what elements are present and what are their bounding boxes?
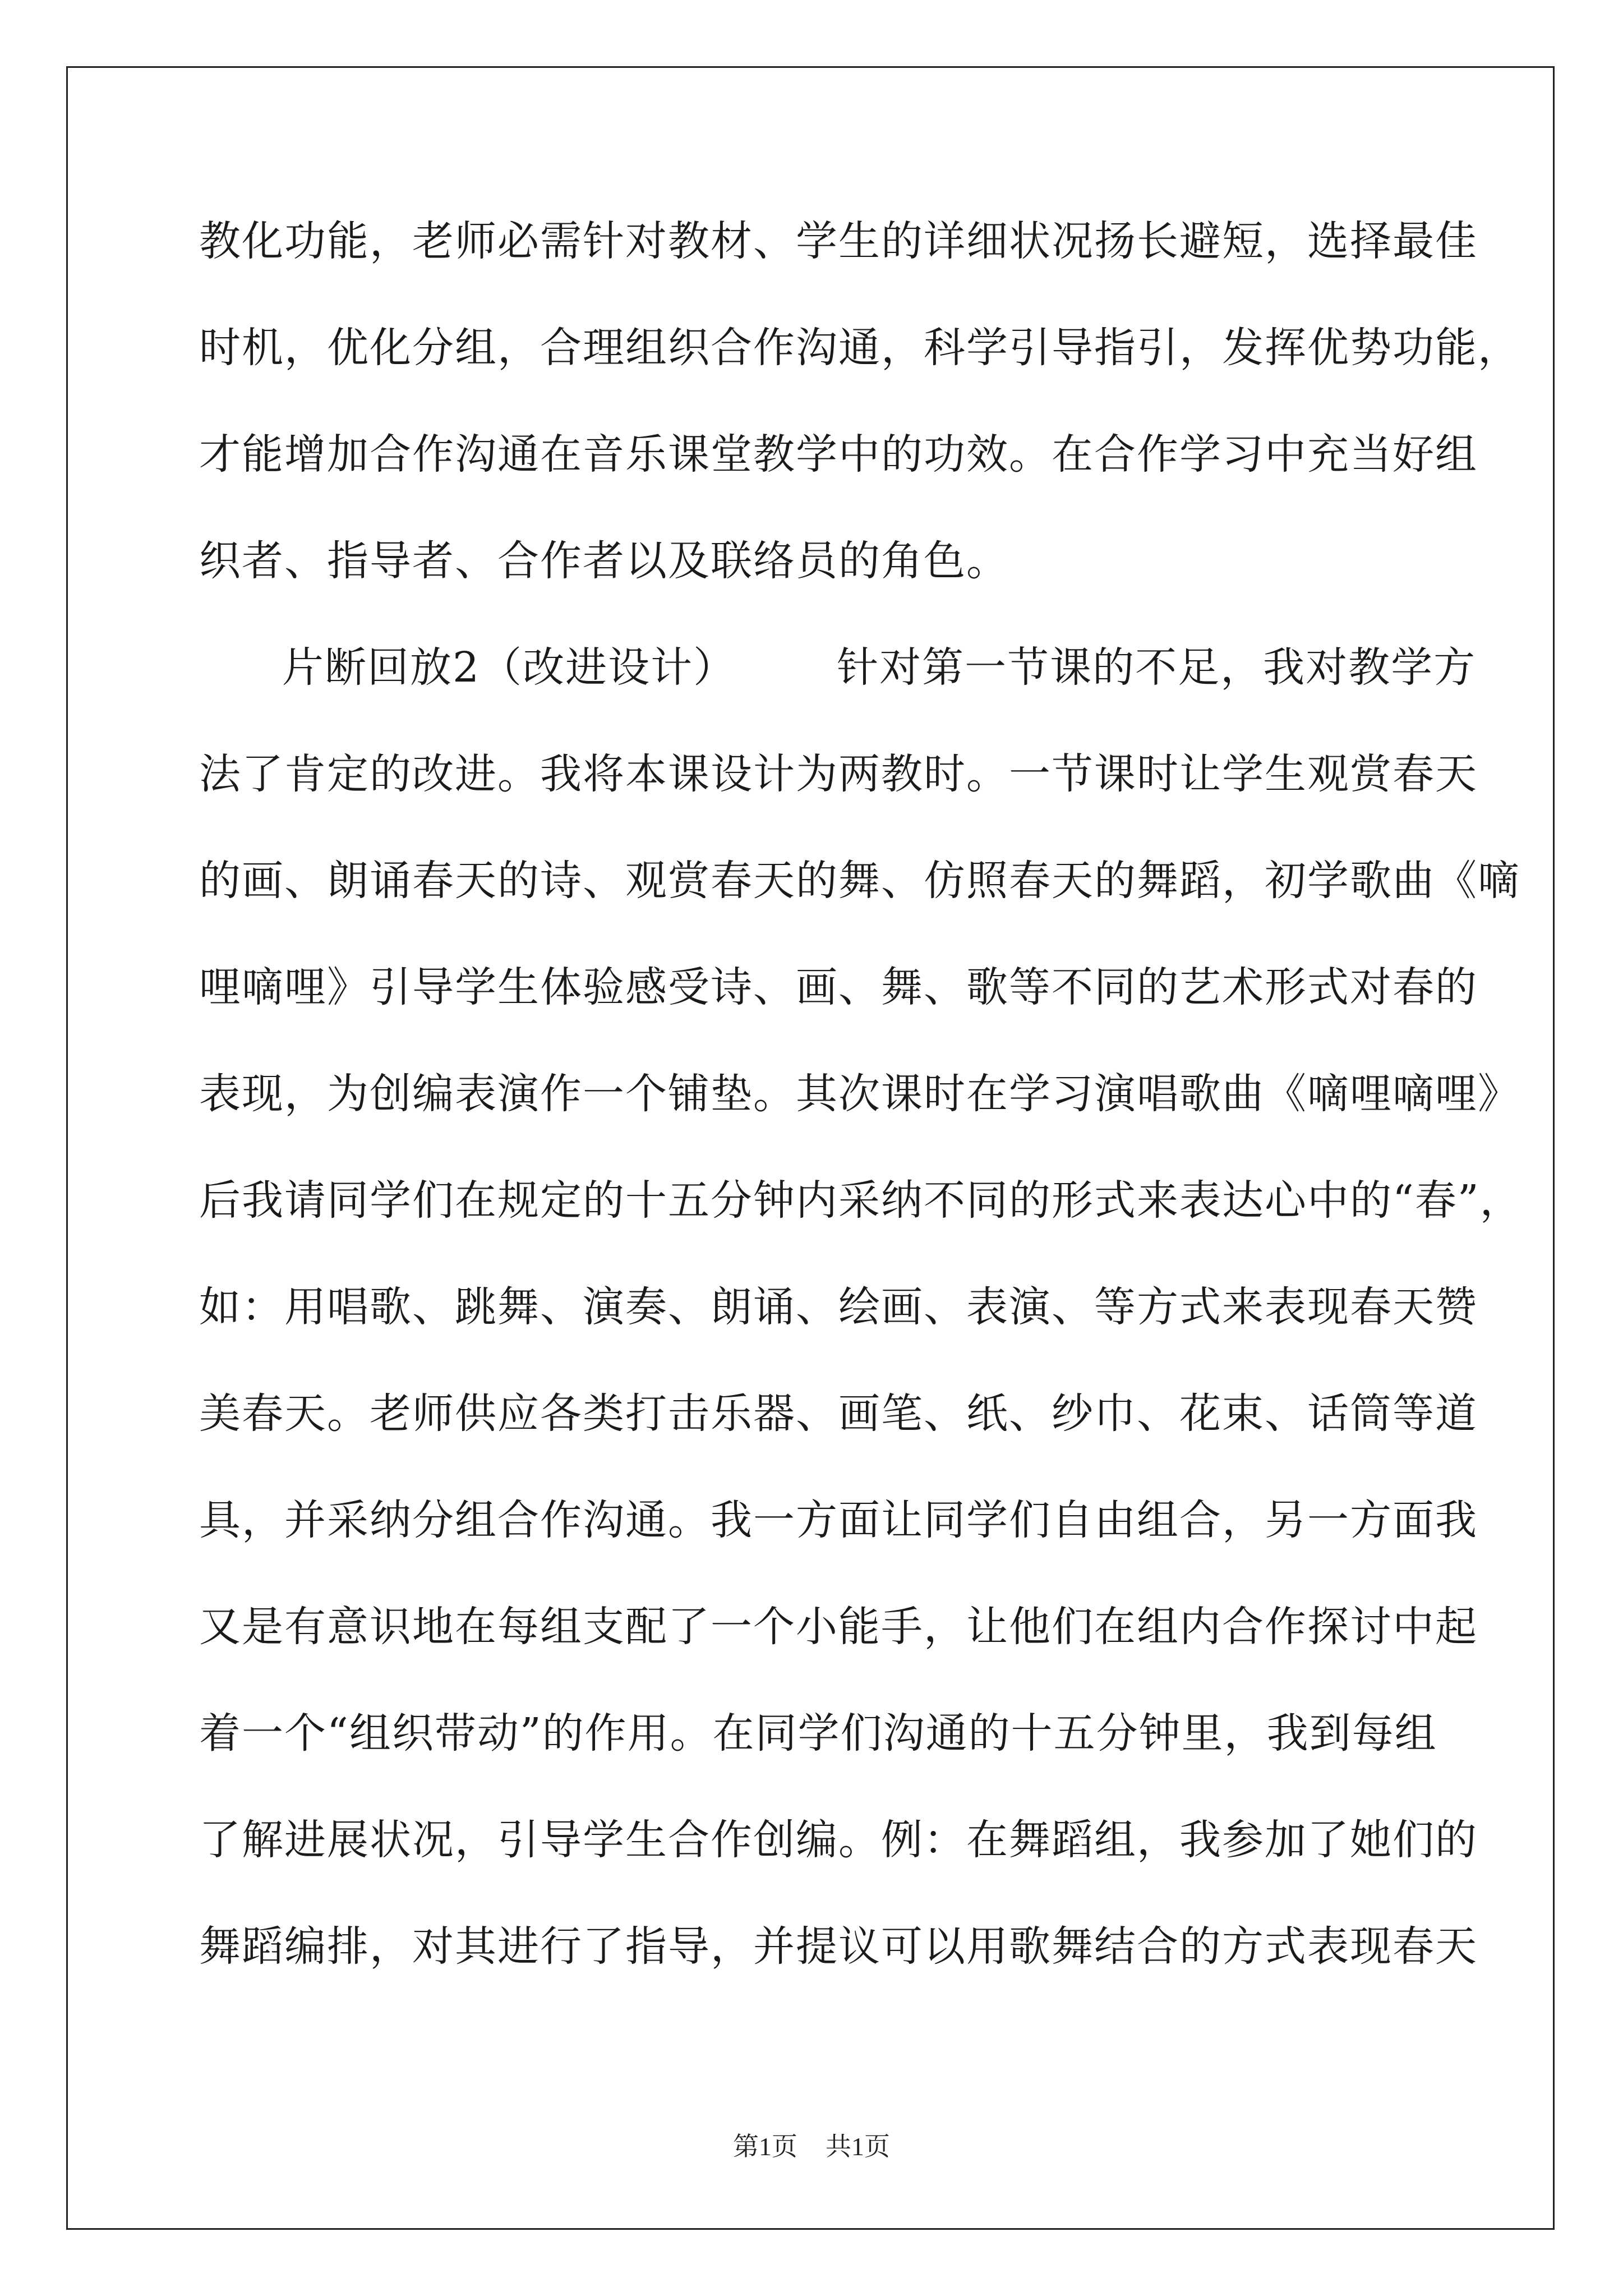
text-line: 才能增加合作沟通在音乐课堂教学中的功效。在合作学习中充当好组 bbox=[199, 430, 1478, 478]
text-line: 舞蹈编排，对其进行了指导，并提议可以用歌舞结合的方式表现春天 bbox=[199, 1922, 1478, 1971]
page-footer bbox=[0, 2130, 1623, 2164]
section-heading-line bbox=[199, 639, 1478, 746]
text-line: 表现，为创编表演作一个铺垫。其次课时在学习演唱歌曲《嘀哩嘀哩》 bbox=[199, 1070, 1520, 1118]
document-body bbox=[199, 213, 1523, 2025]
page-number: 第1页 bbox=[733, 2132, 797, 2161]
text-line: 具，并采纳分组合作沟通。我一方面让同学们自由组合，另一方面我 bbox=[199, 1496, 1478, 1544]
text-line: 如：用唱歌、跳舞、演奏、朗诵、绘画、表演、等方式来表现春天赞 bbox=[199, 1283, 1478, 1331]
text-line: 法了肯定的改进。我将本课设计为两教时。一节课时让学生观赏春天 bbox=[199, 750, 1478, 798]
text-line: 时机，优化分组，合理组织合作沟通，科学引导指引，发挥优势功能， bbox=[199, 324, 1520, 372]
text-line: 又是有意识地在每组支配了一个小能手，让他们在组内合作探讨中起 bbox=[199, 1603, 1478, 1651]
text-line: 哩嘀哩》引导学生体验感受诗、画、舞、歌等不同的艺术形式对春的 bbox=[199, 963, 1478, 1011]
text-line: 后我请同学们在规定的十五分钟内采纳不同的形式来表达心中的“春”， bbox=[199, 1176, 1523, 1225]
text-line-start: 针对第一节课的不足，我对教学方 bbox=[837, 643, 1477, 692]
text-line: 的画、朗诵春天的诗、观赏春天的舞、仿照春天的舞蹈，初学歌曲《嘀 bbox=[199, 857, 1520, 905]
page-total: 共1页 bbox=[826, 2132, 890, 2161]
section-heading: 片断回放2（改进设计） bbox=[282, 643, 736, 692]
text-line: 着一个“组织带动”的作用。在同学们沟通的十五分钟里，我到每组 bbox=[199, 1709, 1437, 1757]
text-line: 了解进展状况，引导学生合作创编。例：在舞蹈组，我参加了她们的 bbox=[199, 1816, 1478, 1864]
text-line: 美春天。老师供应各类打击乐器、画笔、纸、纱巾、花束、话筒等道 bbox=[199, 1389, 1478, 1438]
text-line: 教化功能，老师必需针对教材、学生的详细状况扬长避短，选择最佳 bbox=[199, 217, 1478, 265]
text-line: 织者、指导者、合作者以及联络员的角色。 bbox=[199, 537, 1009, 585]
